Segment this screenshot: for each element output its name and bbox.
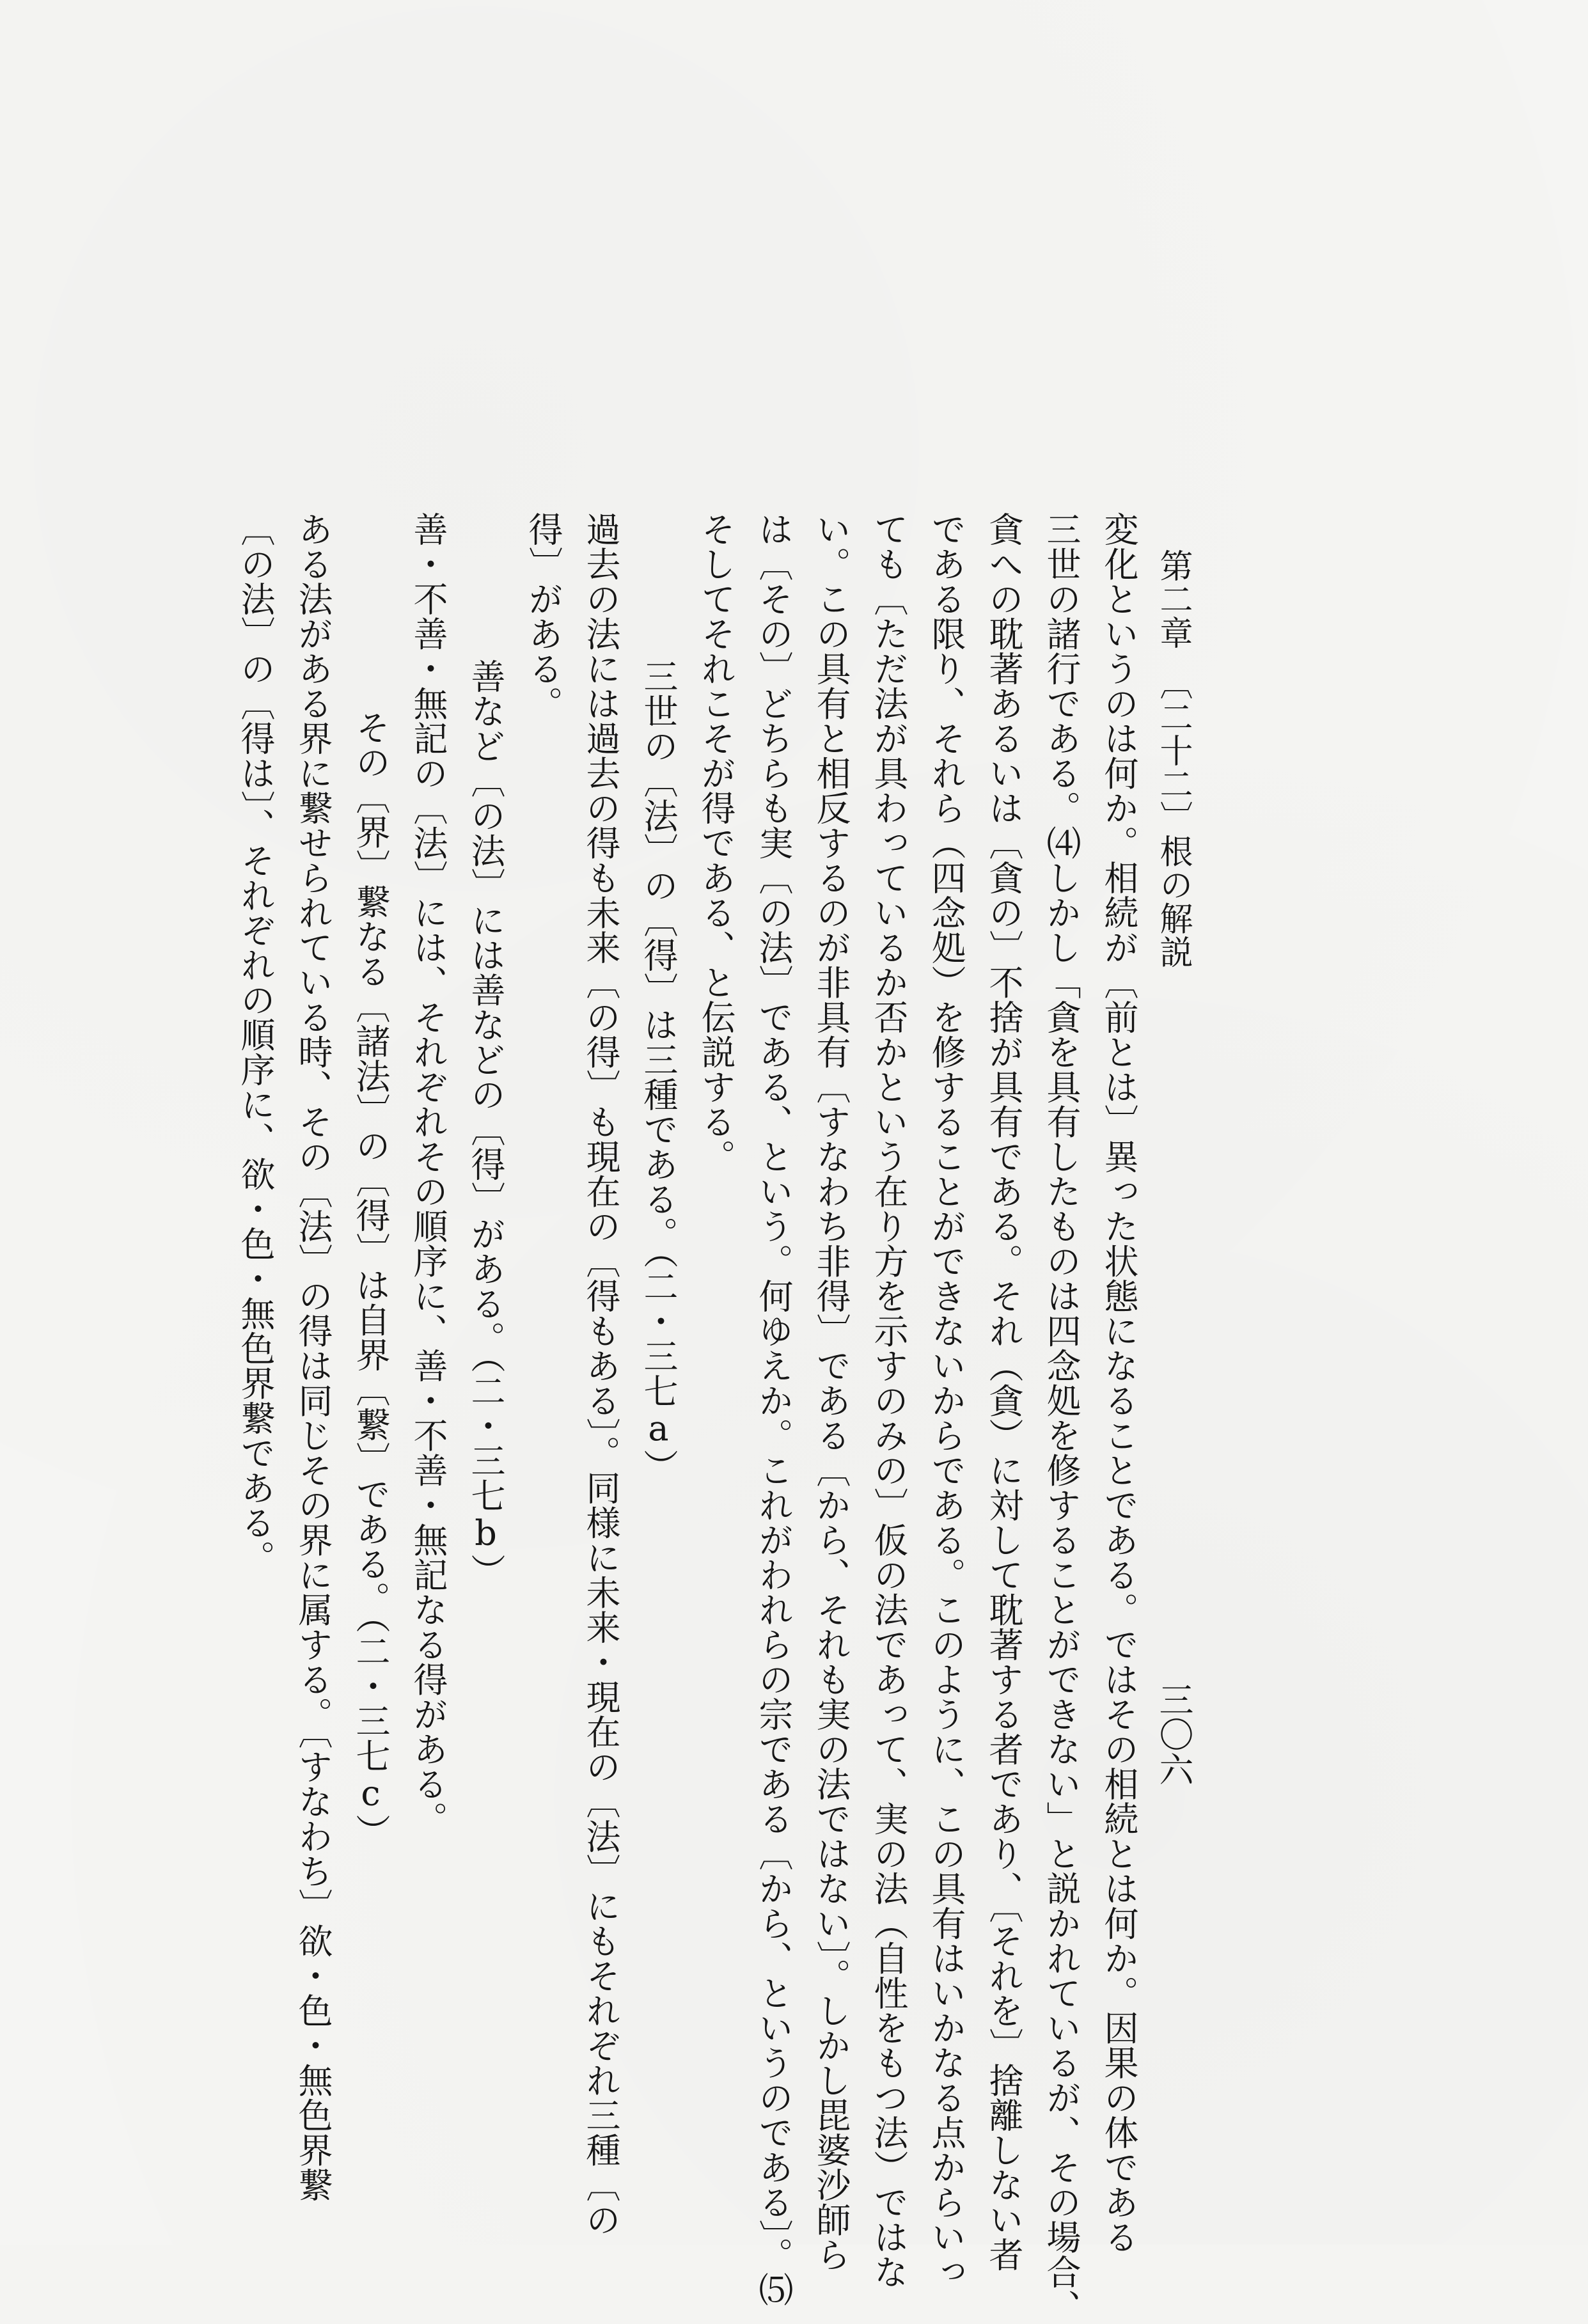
- text-line-8: そしてそれこそが得である、と伝説する。: [696, 512, 736, 1174]
- page-number: 三〇六: [1154, 1682, 1194, 1787]
- text-line-1: 変化というのは何か。相続が〔前とは〕異った状態になることである。ではその相続とは何か。因果の体である: [1099, 512, 1139, 2254]
- text-line-13: 〔の法〕の〔得は〕、それぞれの順序に、欲・色・無色界繋である。: [235, 512, 276, 1575]
- text-line-3: 貪への耽著あるいは〔貪の〕不捨が具有である。それ（貪）に対して耽著する者であり、〔それを〕捨離しない者: [984, 512, 1024, 2272]
- text-line-5: ても〔ただ法が具わっているか否かという在り方を示すのみの〕仮の法であって、実の法（自性をもつ法）ではな: [869, 512, 909, 2289]
- text-line-11: 善・不善・無記の〔法〕には、それぞれその順序に、善・不善・無記なる得がある。: [408, 512, 448, 1836]
- chapter-header: 第二章 〔二十二〕根の解説: [1154, 549, 1192, 969]
- verse-line-2: 善など〔の法〕には善などの〔得〕がある。（二・三七b）: [466, 659, 506, 1589]
- verse-line-3: その〔界〕繋なる〔諸法〕の〔得〕は自界〔繋〕である。（二・三七c）: [350, 710, 391, 1849]
- text-line-4: である限り、それら（四念処）を修することができないからである。このように、この具有はいかなる点からいっ: [926, 512, 966, 2289]
- text-line-9: 過去の法には過去の得も未来〔の得〕も現在の〔得もある〕。同様に未来・現在の〔法〕にもそれぞれ三種〔の: [581, 512, 621, 2237]
- text-line-6: い。この具有と相反するのが非具有〔すなわち非得〕である〔から、それも実の法ではない〕。しかし毘婆沙師ら: [811, 512, 851, 2272]
- text-line-10: 得〕がある。: [523, 512, 563, 721]
- text-line-7: は〔その〕どちらも実〔の法〕である、という。何ゆえか。これがわれらの宗である〔から、というのである〕。⑸: [753, 512, 794, 2307]
- text-line-2: 三世の諸行である。⑷しかし「貪を具有したものは四念処を修することができない」と説かれているが、その場合、: [1041, 512, 1081, 2324]
- text-line-12: ある法がある界に繋せられている時、その〔法〕の得は同じその界に属する。〔すなわち〕欲・色・無色界繋: [293, 512, 333, 2202]
- verse-line-1: 三世の〔法〕の〔得〕は三種である。（二・三七a）: [638, 659, 679, 1484]
